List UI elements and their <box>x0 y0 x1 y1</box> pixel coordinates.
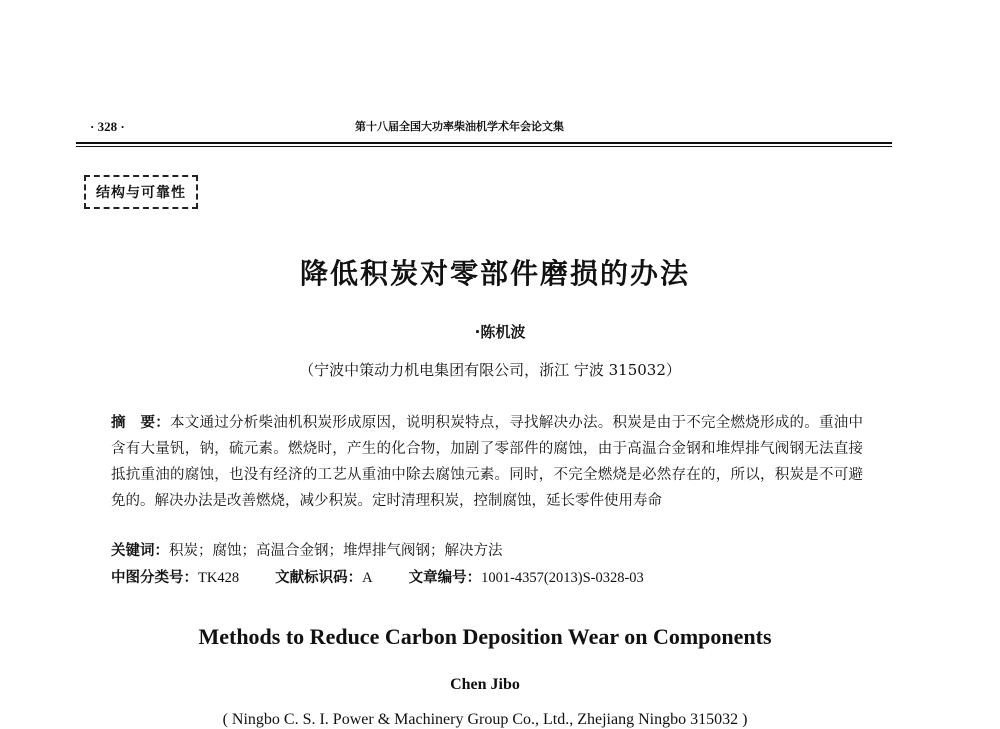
header-rule-thick <box>76 142 892 144</box>
keywords-label: 关键词： <box>111 543 169 559</box>
keywords-text: 积炭；腐蚀；高温合金钢；堆焊排气阀钢；解决方法 <box>169 543 503 559</box>
clc-value: TK428 <box>198 570 240 586</box>
affiliation-cn: （宁波中策动力机电集团有限公司，浙江 宁波 315032） <box>299 361 681 379</box>
running-header: 第十八届全国大功率柴油机学术年会论文集 <box>355 120 564 133</box>
title-en: Methods to Reduce Carbon Deposition Wear on Components <box>198 624 772 649</box>
page-number: · 328 · <box>90 119 125 134</box>
header-rule-thin <box>76 146 892 147</box>
clc-label: 中图分类号： <box>111 570 198 586</box>
article-number-label: 文章编号： <box>408 570 482 586</box>
doc-code-label: 文献标识码： <box>275 570 363 586</box>
affiliation-en: ( Ningbo C. S. I. Power & Machinery Group Co., Ltd., Zhejiang Ningbo 315032 ) <box>222 711 748 728</box>
author-en: Chen Jibo <box>450 676 520 693</box>
article-number-value: 1001-4357(2013)S-0328-03 <box>481 570 644 586</box>
doc-code-value: A <box>362 570 373 586</box>
classification-line <box>111 566 644 587</box>
abstract-text: 本文通过分析柴油机积炭形成原因，说明积炭特点，寻找解决办法。积炭是由于不完全燃烧形成的。重油中含有大量钒，钠，硫元素。燃烧时，产生的化合物，加剧了零部件的腐蚀，由于高温合金钢和堆焊排气阀钢无法直接抵抗重油的腐蚀，也没有经济的工艺从重油中除去腐蚀元素。同时，不完全燃烧是必然存在的，所以，积炭是不可避免的。解决办法是改善燃烧，减少积炭。定时清理积炭，控制腐蚀，延长零件使用寿命 <box>111 415 863 509</box>
column-tag: 结构与可靠性 <box>84 175 198 209</box>
author-cn: ·陈机波 <box>474 323 526 341</box>
abstract <box>111 410 863 514</box>
title-cn: 降低积炭对零部件磨损的办法 <box>299 257 690 290</box>
keywords <box>111 539 503 560</box>
abstract-label: 摘 要： <box>111 415 170 431</box>
